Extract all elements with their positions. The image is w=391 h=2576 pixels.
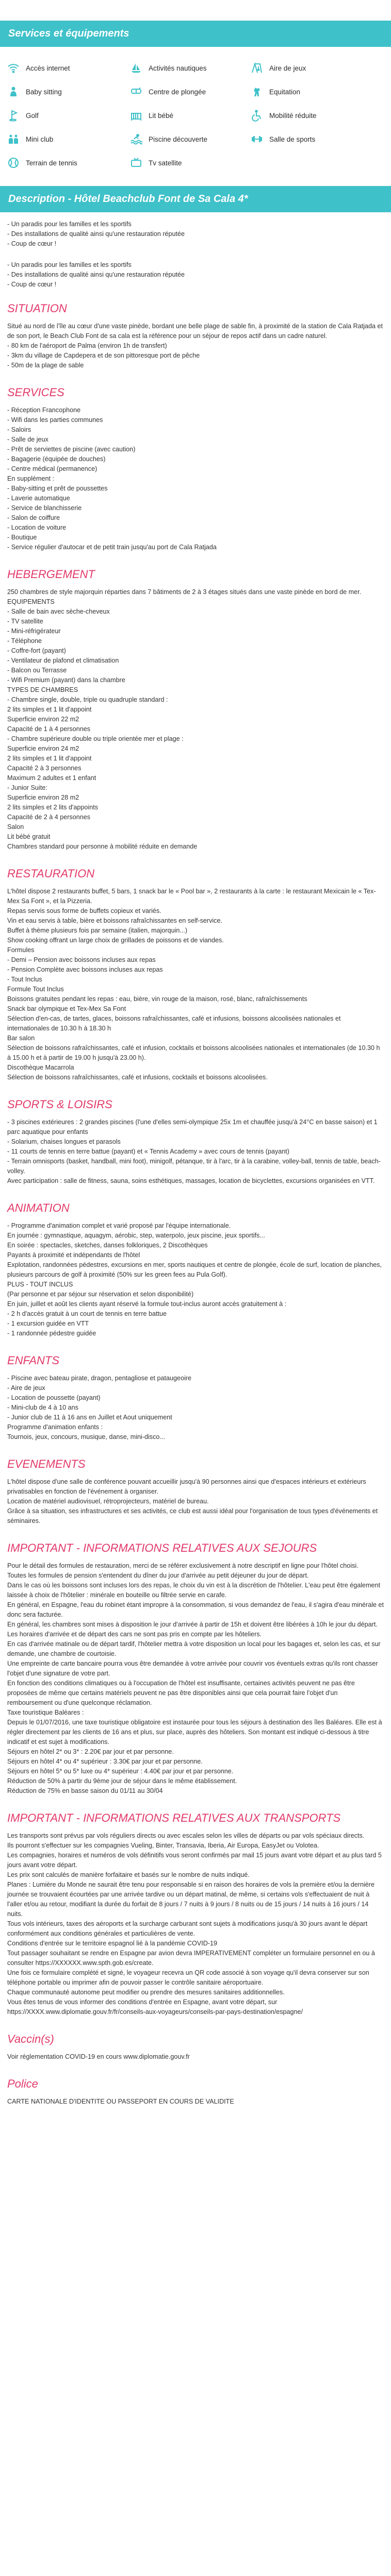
diving-icon [129, 84, 143, 99]
services-grid [0, 47, 391, 175]
description-body [0, 212, 391, 2123]
section-text-restauration: L'hôtel dispose 2 restaurants buffet, 5 bars, 1 snack bar le « Pool bar », 2 restaurants à la carte : le restaurant Mexicain le « Tex-Mex Sa Font », et la Pizzeria. Repas servis sous forme de buffets copieux et variés. Vin et eau servis à table, bière et boissons rafraîchissantes en self-service. Buffet à thème plusieurs fois par semaine (italien, majorquin...) Show cooking offrant un large choix de grillades de poissons et de viandes. Formules - Demi – Pension avec boissons incluses aux repas - Pension Complète avec boissons incluses aux repas - Tout Inclus Formule Tout Inclus Boissons gratuites pendant les repas : eau, bière, vin rouge de la maison, rosé, blanc, rafraîchissements Snack bar olympique et Tex-Mex Sa Font Sélection d'en-cas, de tartes, glaces, boissons rafraîchissantes, café et infusions, boissons alcoolisées nationales et internationales de 10.30 h à 18.30 h Bar salon Sélection de boissons rafraîchissantes, café et infusion, cocktails et boissons alcoolisées nationales et internationales (de 10.30 h à 15.00 h et à partir de 19.00 h jusqu'à 23.00 h). Discothèque Macarrola Sélection de boissons rafraîchissantes, café et infusions, cocktails et boissons alcoolisées. [7, 888, 380, 1081]
service-item-tv-satellite [129, 151, 250, 175]
service-label: Terrain de tennis [26, 159, 77, 167]
mini-club-icon [6, 132, 21, 146]
service-label: Mobilité réduite [269, 111, 317, 120]
section-text-hebergement: 250 chambres de style majorquin réparties dans 7 bâtiments de 2 à 3 étages situés dans une vaste pinède en bord de mer. EQUIPEMENTS - Salle de bain avec sèche-cheveux - TV satellite - Mini-réfrigérateur - Téléphone - Coffre-fort (payant) - Ventilateur de plafond et climatisation - Balcon ou Terrasse - Wifi Premium (payant) dans la chambre TYPES DE CHAMBRES - Chambre single, double, triple ou quadruple standard : 2 lits simples et 1 lit d'appoint Superficie environ 22 m2 Capacité de 1 à 4 personnes - Chambre supérieure double ou triple orientée mer et plage : Superficie environ 24 m2 2 lits simples et 1 lit d'appoint Capacité 2 à 3 personnes Maximum 2 adultes et 1 enfant - Junior Suite: Superficie environ 28 m2 2 lits simples et 2 lits d'appoints Capacité de 2 à 4 personnes Salon Lit bébé gratuit Chambres standard pour personne à mobilité réduite en demande [7, 588, 362, 850]
section-heading-hebergement: HEBERGEMENT [7, 568, 95, 581]
section-heading-vaccin-s: Vaccin(s) [7, 2032, 54, 2045]
service-label: Baby sitting [26, 88, 62, 96]
crib-icon [129, 108, 143, 123]
section-heading-animation: ANIMATION [7, 1201, 70, 1214]
section-heading-services: SERVICES [7, 386, 64, 399]
pool-icon [129, 132, 143, 146]
service-item-piscine-decouverte [129, 127, 250, 151]
section-text-evenements: L'hôtel dispose d'une salle de conférence pouvant accueillir jusqu'à 90 personnes ainsi que d'espaces intérieurs et extérieurs privatisables en fonction de l'événement à organiser. Location de matériel audiovisuel, rétroprojecteurs, matériel de bureau. Grâce à sa situation, ses infrastructures et ses activités, ce club est aussi idéal pour l'organisation de tous types d'événements et séminaires. [7, 1478, 378, 1524]
section-text-important-informations-relatives-aux-transports: Les transports sont prévus par vols réguliers directs ou avec escales selon les villes de départs ou par vols spéciaux directs. Ils pourront s'effectuer sur les compagnies Vueling, Binter, Transavia, Iberia, Air Europa, EasyJet ou Volotea. Les compagnies, horaires et numéros de vols définitifs vous seront confirmés par mail 15 jours avant votre départ et au plus tard 5 jours avant votre départ. Les prix sont calculés de manière forfaitaire et basés sur le nombre de nuits indiqué. Planes : Lumière du Monde ne saurait être tenu pour responsable si en raison des horaires de vols la première et/ou la dernière journée se trouvaient écourtées par une arrivée tardive ou un départ matinal, de même, si certains vols s'effectuaient de nuit à l'aller et/ou au retour, modifiant la durée du forfait de 8 jours / 7 nuits à 9 jours / 8 nuits ou de 15 jours / 14 nuits à 16 jours / 14 nuits. Tous vols intérieurs, taxes des aéroports et la surcharge carburant sont sujets à modifications jusqu'à 30 jours avant le départ conformément aux conditions générales et particulières de vente. Conditions d'entrée sur le territoire espagnol lié à la pandémie COVID-19 Tout passager souhaitant se rendre en Espagne par avion devra IMPERATIVEMENT compléter un formulaire personnel en ou à consulter https://XXXXXX.www.spth.gob.es/create. Une fois ce formulaire complété et signé, le voyageur recevra un QR code associé à son voyage qu'il devra conserver sur son téléphone portable ou imprimer afin de pouvoir passer le contrôle sanitaire aéroportuaire. Chaque communauté autonome peut modifier ou prendre des mesures sanitaires additionnelles. Vous êtes tenus de vous informer des conditions d'entrée en Espagne, avant votre départ, sur https://XXXX.www.diplomatie.gouv.fr/fr/conseils-aux-voyageurs/conseils-par-pays-destination/espagne/ [7, 1832, 382, 2015]
section-heading-enfants: ENFANTS [7, 1354, 60, 1367]
service-item-equitation [250, 80, 384, 104]
section-heading-evenements: EVENEMENTS [7, 1458, 86, 1470]
section-text-police: CARTE NATIONALE D'IDENTITE OU PASSEPORT EN COURS DE VALIDITE [7, 2098, 234, 2105]
golf-icon [6, 108, 21, 123]
service-label: Salle de sports [269, 135, 316, 143]
section-text-sports-loisirs: - 3 piscines extérieures : 2 grandes piscines (l'une d'elles semi-olympique 25x 1m et chauffée jusqu'à 24°C en basse saison) et 1 parc aquatique pour enfants - Solarium, chaises longues et parasols - 11 courts de tennis en terre battue (payant) et « Tennis Academy » avec cours de tennis (payant) - Terrain omnisports (basket, handball, mini foot), minigolf, pétanque, tir à l'arc, tir à la carabine, volley-ball, tennis de table, beach-volley. Avec participation : salle de fitness, sauna, soins esthétiques, massages, location de bicyclettes, excursions organisées en VTT. [7, 1118, 381, 1184]
service-label: Equitation [269, 88, 301, 96]
tv-icon [129, 156, 143, 170]
section-text-animation: - Programme d'animation complet et varié proposé par l'équipe internationale. En journée : gymnastique, aquagym, aérobic, step, waterpolo, jeux piscine, jeux sportifs... En soirée : spectacles, sketches, danses folkloriques, 2 Discothèques Payants à proximité et indépendants de l'hôtel Explotation, randonnées pédestres, excursions en mer, sports nautiques et centre de plongée, école de surf, location de planches, plusieurs parcours de golf à proximité (50% sur les green fees au Pula Golf). PLUS - TOUT INCLUS (Par personne et par séjour sur réservation et selon disponibilité) En juin, juillet et août les clients ayant réservé la formule tout-inclus auront accès gratuitement à : - 2 h d'accès gratuit à un court de tennis en terre battue - 1 excursion guidée en VTT - 1 randonnée pédestre guidée [7, 1222, 382, 1337]
service-item-activites-nautiques [129, 56, 250, 80]
playground-icon [250, 61, 264, 75]
service-label: Piscine découverte [149, 135, 208, 143]
section-text-important-informations-relatives-aux-sejours: Pour le détail des formules de restauration, merci de se référer exclusivement à notre descriptif en ligne pour l'hôtel choisi. Toutes les formules de pension s'entendent du dîner du jour d'arrivée au petit déjeuner du jour de départ. Dans le cas où les boissons sont incluses lors des repas, le choix du vin est à la discrétion de l'hôtelier. L'eau peut être également laissée à choix de l'hôtelier : minérale en bouteille ou filtrée servie en carafe. En général, en Espagne, l'eau du robinet étant impropre à la consommation, si vous demandez de l'eau, il s'agira d'eau minérale et donc sera facturée. En général, les chambres sont mises à disposition le jour d'arrivée à partir de 15h et doivent être libérées à 10h le jour du départ. Les horaires d'arrivée et de départ des cars ne sont pas pris en compte par les hôteliers. En cas d'arrivée matinale ou de départ tardif, l'hôtelier mettra à votre disposition un local pour les bagages et, selon les cas, et sur demande, une chambre de courtoisie. Une empreinte de carte bancaire pourra vous être demandée à votre arrivée pour couvrir vos éventuels extras qu'ils ront chasser l'objet d'une signature de votre part. En fonction des conditions climatiques ou à l'occupation de l'hôtel est insuffisante, certaines activités peuvent ne pas être proposées de même que certains matériels peuvent ne pas être disponibles ainsi que cela pourrait faire l'objet d'un remboursement ou d'une quelconque réclamation. Taxe touristique Baléares : Depuis le 01/07/2016, une taxe touristique obligatoire est instaurée pour tous les séjours à destination des îles Baléares. Elle est à régler directement par les clients de 16 ans et plus, sur place, auprès des hôteliers. Son montant est indiqué ci-dessous à titre indicatif et est sujet à modifications. Séjours en hôtel 2* ou 3* : 2.20€ par jour et par personne. Séjours en hôtel 4* ou 4* supérieur : 3.30€ par jour et par personne. Séjours en hôtel 5* ou 5* luxe ou 4* supérieur : 4.40€ par jour et par personne. Réduction de 50% à partir du 9ème jour de séjour dans le même établissement. Réduction de 75% en basse saison du 01/11 au 30/04 [7, 1562, 384, 1794]
intro-paragraph-2: - Un paradis pour les familles et les sportifs - Des installations de qualité ainsi qu'une restauration réputée - Coup de cœur ! [7, 261, 185, 288]
service-label: Aire de jeux [269, 64, 306, 72]
service-label: Lit bébé [149, 111, 174, 120]
dumbbell-icon [250, 132, 264, 146]
baby-icon [6, 84, 21, 99]
service-label: Accès internet [26, 64, 70, 72]
section-heading-restauration: RESTAURATION [7, 867, 95, 880]
service-item-baby-sitting [6, 80, 129, 104]
service-label: Tv satellite [149, 159, 182, 167]
tennis-icon [6, 156, 21, 170]
service-label: Centre de plongée [149, 88, 206, 96]
service-item-salle-de-sports [250, 127, 384, 151]
section-heading-important-informations-relatives-aux-sejours: IMPORTANT - INFORMATIONS RELATIVES AUX SEJOURS [7, 1541, 317, 1554]
section-text-services: - Réception Francophone - Wifi dans les parties communes - Saloirs - Salle de jeux - Prêt de serviettes de piscine (avec caution) - Bagagerie (équipée de douches) - Centre médical (permanence) En supplément : - Baby-sitting et prêt de poussettes - Laverie automatique - Service de blanchisserie - Salon de coiffure - Location de voiture - Boutique - Service régulier d'autocar et de petit train jusqu'au port de Cala Ratjada [7, 406, 217, 551]
description-header: Description - Hôtel Beachclub Font de Sa Cala 4* [0, 186, 391, 212]
section-heading-police: Police [7, 2077, 38, 2090]
horse-icon [250, 84, 264, 99]
section-text-situation: Situé au nord de l'île au cœur d'une vaste pinède, bordant une belle plage de sable fin, à proximité de la station de Cala Ratjada et de son port, le Beach Club Font de sa cala est la référence pour un séjour de repos actif dans un cadre naturel. - 80 km de l'aéroport de Palma (environ 1h de transfert) - 3km du village de Capdepera et de son pittoresque port de pêche - 50m de la plage de sable [7, 323, 383, 369]
section-text-vaccin-s: Voir réglementation COVID-19 en cours www.diplomatie.gouv.fr [7, 2053, 190, 2060]
service-item-terrain-de-tennis [6, 151, 129, 175]
wifi-icon [6, 61, 21, 75]
sections [7, 302, 384, 2107]
service-item-mini-club [6, 127, 129, 151]
service-label: Activités nautiques [149, 64, 207, 72]
service-label: Golf [26, 111, 39, 120]
section-text-enfants: - Piscine avec bateau pirate, dragon, pentagliose et pataugeoire - Aire de jeux - Location de poussette (payant) - Mini-club de 4 à 10 ans - Junior club de 11 à 16 ans en Juillet et Aout uniquement Programme d'animation enfants : Tournois, jeux, concours, musique, danse, mini-disco... [7, 1375, 192, 1440]
service-item-acces-internet [6, 56, 129, 80]
service-item-mobilite-reduite [250, 104, 384, 127]
section-heading-important-informations-relatives-aux-transports: IMPORTANT - INFORMATIONS RELATIVES AUX TRANSPORTS [7, 1811, 341, 1824]
service-label: Mini club [26, 135, 54, 143]
service-item-lit-bebe [129, 104, 250, 127]
service-item-aire-de-jeux [250, 56, 384, 80]
service-item-golf [6, 104, 129, 127]
intro-paragraph-1: - Un paradis pour les familles et les sportifs - Des installations de qualité ainsi qu'une restauration réputée - Coup de cœur ! [7, 221, 185, 247]
sailboat-icon [129, 61, 143, 75]
service-item-centre-de-plongee [129, 80, 250, 104]
section-heading-situation: SITUATION [7, 302, 67, 315]
wheelchair-icon [250, 108, 264, 123]
section-heading-sports-loisirs: SPORTS & LOISIRS [7, 1098, 112, 1111]
services-header: Services et équipements [0, 21, 391, 47]
